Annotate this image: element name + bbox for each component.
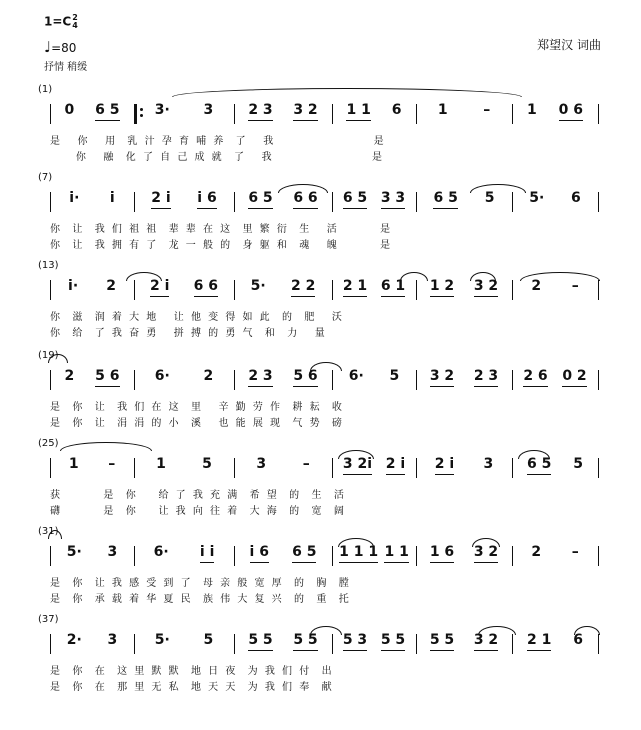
- barline: [598, 104, 599, 124]
- note-group: 6 5: [527, 454, 551, 474]
- beam-underline: [381, 296, 405, 297]
- note-group: 6: [570, 190, 581, 206]
- beam-underline: [197, 208, 216, 209]
- beam-underline: [430, 386, 454, 387]
- measure: [336, 100, 412, 126]
- note-group: 3 2: [474, 276, 498, 296]
- time-bottom: 4: [72, 21, 78, 30]
- note-group: 6·: [348, 368, 364, 384]
- note-group: 2: [106, 278, 116, 294]
- note-group: –: [108, 456, 116, 472]
- measure: [54, 366, 130, 392]
- note-group: i·: [68, 278, 79, 294]
- barline: [234, 634, 235, 654]
- note-group: 6: [573, 632, 584, 648]
- note-group: 1 6: [430, 542, 454, 562]
- barline: [332, 370, 333, 390]
- note-group: 1 1 1: [339, 542, 378, 562]
- beam-underline: [474, 562, 498, 563]
- beam-underline: [95, 120, 119, 121]
- note-group: 6 5: [343, 188, 367, 208]
- beam-underline: [248, 120, 272, 121]
- note-group: 1: [526, 102, 537, 118]
- barline: [416, 192, 417, 212]
- measure: [336, 630, 412, 656]
- measure: [54, 542, 130, 568]
- beam-underline: [248, 650, 272, 651]
- measure: [420, 100, 508, 126]
- tempo-marking: [44, 38, 76, 56]
- note-group: 5·: [154, 632, 170, 648]
- note-group: 5·: [250, 278, 266, 294]
- lyrics-line: 你 滋 润 着 大 地 让 他 变 得 如 此 的 肥 沃: [50, 312, 344, 323]
- beam-underline: [343, 296, 367, 297]
- beam-underline: [381, 208, 405, 209]
- barline: [512, 192, 513, 212]
- barline: [50, 104, 51, 124]
- note-group: 5·: [66, 544, 82, 560]
- lyrics-line: 是 你 承 载 着 华 夏 民 族 伟 大 复 兴 的 重 托: [50, 594, 351, 605]
- beam-underline: [343, 650, 367, 651]
- beam-underline: [248, 386, 272, 387]
- note-group: 5: [573, 456, 584, 472]
- tempo-text: =80: [51, 41, 77, 55]
- measure: [238, 100, 328, 126]
- note-group: –: [571, 278, 579, 294]
- key-signature: [44, 14, 78, 30]
- lyrics-line: 是 你 让 我 感 受 到 了 母 亲 般 宽 厚 的 胸 膛: [50, 578, 351, 589]
- measure: [238, 454, 328, 480]
- note-group: 2: [531, 544, 542, 560]
- note-group: 3: [203, 102, 214, 118]
- measure: [238, 542, 328, 568]
- barline: [416, 104, 417, 124]
- measure-number: (1): [38, 84, 53, 95]
- measure: [54, 454, 130, 480]
- note-group: –: [571, 544, 579, 560]
- barline: [234, 370, 235, 390]
- beam-underline: [293, 650, 317, 651]
- beam-underline: [293, 208, 317, 209]
- note-group: –: [483, 102, 491, 118]
- note-group: 3: [107, 632, 118, 648]
- barline: [134, 634, 135, 654]
- note-group: 1 1: [346, 100, 370, 120]
- note-group: 5 6: [293, 366, 317, 386]
- note-group: 5 5: [430, 630, 454, 650]
- measure: [336, 366, 412, 392]
- note-group: 2: [203, 368, 214, 384]
- score-system: [0, 438, 641, 528]
- time-top: 2: [72, 13, 78, 22]
- lyrics-line: 你 让 我 们 祖 祖 辈 辈 在 这 里 繁 衍 生 活 是: [50, 224, 393, 235]
- tie-slur: [338, 538, 374, 547]
- note-group: 3: [483, 456, 494, 472]
- score-system: [0, 84, 641, 174]
- lyrics-line: 礴 是 你 让 我 向 往 着 大 海 的 宽 阔: [50, 506, 346, 517]
- beam-underline: [523, 386, 547, 387]
- note-group: 3 2: [293, 100, 317, 120]
- measure: [420, 454, 508, 480]
- barline: [512, 458, 513, 478]
- barline: [332, 458, 333, 478]
- note-group: 2 3: [248, 366, 272, 386]
- barline: [234, 458, 235, 478]
- note-group: 3 2i: [343, 454, 372, 474]
- barline: [512, 370, 513, 390]
- note-group: 5: [484, 190, 495, 206]
- tie-slur: [172, 88, 522, 97]
- measure: [516, 542, 594, 568]
- note-group: i 6: [250, 542, 269, 562]
- lyrics-line: 你 让 我 拥 有 了 龙 一 般 的 身 躯 和 魂 魄 是: [50, 240, 393, 251]
- note-group: 0: [64, 102, 75, 118]
- note-group: 2 i: [150, 276, 169, 296]
- beam-underline: [430, 296, 454, 297]
- measure: [138, 542, 230, 568]
- note-group: 6 5: [433, 188, 457, 208]
- barline: [332, 192, 333, 212]
- beam-underline: [433, 208, 457, 209]
- barline: [416, 458, 417, 478]
- measure: [54, 188, 130, 214]
- lyrics-line: 获 是 你 给 了 我 充 满 希 望 的 生 活: [50, 490, 346, 501]
- barline: [512, 546, 513, 566]
- barline: [598, 546, 599, 566]
- beam-underline: [346, 120, 370, 121]
- note-group: 2 6: [523, 366, 547, 386]
- barline: [134, 192, 135, 212]
- note-group: 5 3: [343, 630, 367, 650]
- barline: [134, 104, 137, 124]
- barline: [598, 634, 599, 654]
- beam-underline: [293, 386, 317, 387]
- tie-slur: [520, 272, 600, 281]
- note-group: 6 5: [248, 188, 272, 208]
- measure-number: (31): [38, 526, 59, 537]
- barline: [598, 192, 599, 212]
- lyrics-line: 是 你 让 涓 涓 的 小 溪 也 能 展 现 气 势 磅: [50, 418, 344, 429]
- tie-slur: [310, 626, 342, 635]
- beam-underline: [474, 650, 498, 651]
- note-group: 3 2: [474, 630, 498, 650]
- barline: [50, 370, 51, 390]
- beam-underline: [381, 650, 405, 651]
- barline: [134, 280, 135, 300]
- score-system: [0, 260, 641, 350]
- beam-underline: [95, 386, 119, 387]
- barline: [416, 370, 417, 390]
- beam-underline: [343, 474, 372, 475]
- note-group: 0 6: [559, 100, 583, 120]
- tie-slur: [48, 530, 62, 539]
- note-group: 5 6: [95, 366, 119, 386]
- measure: [238, 276, 328, 302]
- tie-slur: [470, 184, 526, 193]
- note-group: 1: [68, 456, 79, 472]
- barline: [416, 546, 417, 566]
- note-group: 2 i: [435, 454, 454, 474]
- score-system: [0, 526, 641, 616]
- barline: [332, 280, 333, 300]
- tie-slur: [400, 272, 428, 281]
- note-group: i·: [69, 190, 80, 206]
- note-group: 2 i: [151, 188, 170, 208]
- tie-slur: [60, 442, 152, 451]
- beam-underline: [474, 296, 498, 297]
- note-group: 6 5: [292, 542, 316, 562]
- barline: [512, 280, 513, 300]
- note-group: 1 1: [384, 542, 408, 562]
- tie-slur: [470, 272, 496, 281]
- measure: [516, 366, 594, 392]
- tie-slur: [472, 538, 500, 547]
- note-group: –: [302, 456, 310, 472]
- note-group: 3: [107, 544, 118, 560]
- beam-underline: [435, 474, 454, 475]
- note-group: 1 2: [430, 276, 454, 296]
- score-system: [0, 614, 641, 704]
- beam-underline: [559, 120, 583, 121]
- quarter-note-icon: ♩: [44, 38, 52, 56]
- note-group: 3: [256, 456, 267, 472]
- note-group: 6·: [154, 368, 170, 384]
- note-group: 3 3: [381, 188, 405, 208]
- lyrics-line: 你 给 了 我 奋 勇 拼 搏 的 勇 气 和 力 量: [50, 328, 327, 339]
- beam-underline: [562, 386, 586, 387]
- tie-slur: [574, 626, 600, 635]
- note-group: 6 1: [381, 276, 405, 296]
- barline: [416, 280, 417, 300]
- lyrics-line: 是 你 用 乳 汁 孕 育 哺 养 了 我 是: [50, 136, 386, 147]
- barline: [234, 546, 235, 566]
- beam-underline: [151, 208, 170, 209]
- note-group: 2·: [66, 632, 82, 648]
- beam-underline: [339, 562, 378, 563]
- lyrics-line: 你 融 化 了 自 己 成 就 了 我 是: [50, 152, 384, 163]
- barline: [512, 104, 513, 124]
- tie-slur: [126, 272, 162, 281]
- barline: [416, 634, 417, 654]
- expression-marking: 抒情 稍缓: [44, 62, 88, 73]
- beam-underline: [200, 562, 214, 563]
- score-system: [0, 172, 641, 262]
- barline: [234, 192, 235, 212]
- note-group: 5: [389, 368, 400, 384]
- note-group: 6 5: [95, 100, 119, 120]
- beam-underline: [430, 562, 454, 563]
- beam-underline: [150, 296, 169, 297]
- note-group: i: [109, 190, 115, 206]
- beam-underline: [248, 208, 272, 209]
- measure: [516, 100, 594, 126]
- measure-number: (7): [38, 172, 53, 183]
- measure: [138, 366, 230, 392]
- note-group: 3 2: [430, 366, 454, 386]
- note-group: 5·: [529, 190, 545, 206]
- measure: [138, 100, 230, 126]
- barline: [50, 192, 51, 212]
- barline: [134, 546, 135, 566]
- measure: [54, 630, 130, 656]
- beam-underline: [194, 296, 218, 297]
- barline: [332, 546, 333, 566]
- barline: [134, 370, 135, 390]
- barline: [234, 104, 235, 124]
- beam-underline: [527, 474, 551, 475]
- barline: [598, 370, 599, 390]
- note-group: 5: [202, 456, 212, 472]
- lyrics-line: 是 你 在 那 里 无 私 地 天 天 为 我 们 奉 献: [50, 682, 334, 693]
- beam-underline: [430, 650, 454, 651]
- measure: [336, 188, 412, 214]
- measure: [138, 188, 230, 214]
- note-group: 2 i: [386, 454, 405, 474]
- tie-slur: [310, 362, 342, 371]
- barline: [598, 280, 599, 300]
- note-group: 2 2: [291, 276, 315, 296]
- note-group: 6·: [153, 544, 169, 560]
- beam-underline: [386, 474, 405, 475]
- measure-number: (19): [38, 350, 59, 361]
- barline: [598, 458, 599, 478]
- note-group: 5 5: [248, 630, 272, 650]
- note-group: 1: [437, 102, 448, 118]
- note-group: 2: [64, 368, 75, 384]
- measure: [420, 366, 508, 392]
- tie-slur: [278, 184, 328, 193]
- note-group: 2 1: [343, 276, 367, 296]
- tie-slur: [338, 450, 374, 459]
- beam-underline: [474, 386, 498, 387]
- tie-slur: [48, 354, 68, 363]
- time-signature: [72, 14, 78, 30]
- barline: [134, 458, 135, 478]
- barline: [512, 634, 513, 654]
- beam-underline: [291, 296, 315, 297]
- barline: [332, 634, 333, 654]
- note-group: 3 2: [474, 542, 498, 562]
- note-group: 1: [156, 456, 166, 472]
- barline: [50, 458, 51, 478]
- note-group: 0 2: [562, 366, 586, 386]
- measure: [138, 454, 230, 480]
- beam-underline: [527, 650, 551, 651]
- author-credit: 郑望汉 词曲: [537, 38, 601, 52]
- note-group: 5 5: [381, 630, 405, 650]
- note-group: 6 6: [194, 276, 218, 296]
- measure-number: (37): [38, 614, 59, 625]
- note-group: 5: [203, 632, 214, 648]
- beam-underline: [384, 562, 408, 563]
- barline: [50, 546, 51, 566]
- note-group: 2 3: [248, 100, 272, 120]
- measure-number: (13): [38, 260, 59, 271]
- barline: [332, 104, 333, 124]
- note-group: 2 3: [474, 366, 498, 386]
- barline: [50, 634, 51, 654]
- note-group: i 6: [197, 188, 216, 208]
- note-group: 3·: [154, 102, 170, 118]
- key-text: 1=C: [44, 14, 72, 29]
- note-group: 6 6: [293, 188, 317, 208]
- beam-underline: [343, 208, 367, 209]
- barline: [234, 280, 235, 300]
- note-group: 5 5: [293, 630, 317, 650]
- lyrics-line: 是 你 让 我 们 在 这 里 辛 勤 劳 作 耕 耘 收: [50, 402, 344, 413]
- note-group: 2 1: [527, 630, 551, 650]
- note-group: i i: [200, 542, 214, 562]
- note-group: 2: [531, 278, 542, 294]
- measure: [516, 188, 594, 214]
- beam-underline: [293, 120, 317, 121]
- tie-slur: [518, 450, 550, 459]
- beam-underline: [250, 562, 269, 563]
- barline: [50, 280, 51, 300]
- beam-underline: [292, 562, 316, 563]
- measure: [54, 276, 130, 302]
- tie-slur: [478, 626, 516, 635]
- lyrics-line: 是 你 在 这 里 默 默 地 日 夜 为 我 们 付 出: [50, 666, 334, 677]
- measure: [54, 100, 130, 126]
- measure: [138, 630, 230, 656]
- score-system: [0, 350, 641, 440]
- measure-number: (25): [38, 438, 59, 449]
- note-group: 6: [391, 102, 402, 118]
